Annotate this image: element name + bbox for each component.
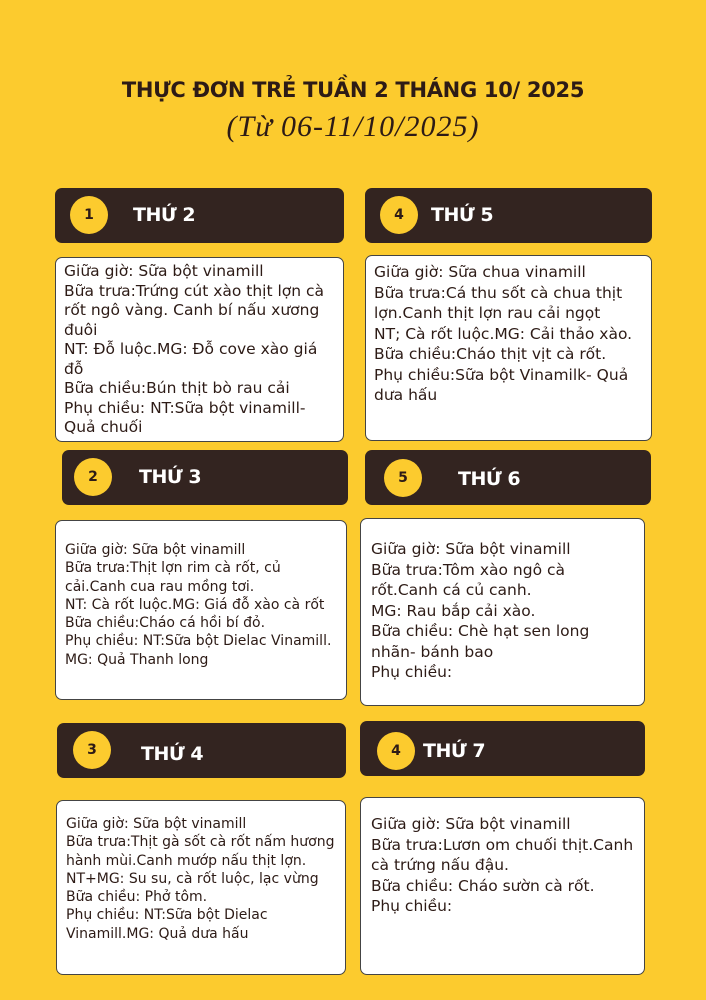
day-header-fri — [365, 450, 651, 505]
menu-line: Bữa chiều:Bún thịt bò rau cải — [64, 379, 290, 397]
menu-line: Bữa chiều: Chè hạt sen long nhãn- bánh bao — [371, 622, 590, 661]
menu-box-sat — [360, 797, 645, 975]
menu-line: Phụ chiều: NT:Sữa bột Dielac Vinamill.MG: Quả dưa hấu — [66, 907, 268, 942]
day-label: THỨ 7 — [423, 740, 486, 762]
day-header-tue — [62, 450, 348, 505]
menu-line: MG: Rau bắp cải xào. — [371, 601, 536, 620]
menu-line: Bữa chiều: Cháo sườn cà rốt. — [371, 876, 595, 895]
menu-line: Bữa chiều:Cháo cá hồi bí đỏ. — [65, 615, 266, 632]
day-number-badge: 1 — [70, 196, 108, 234]
menu-line: Phụ chiều: — [371, 897, 453, 915]
menu-line: Bữa trưa:Cá thu sốt cà chua thịt lợn.Canh thịt lợn rau cải ngọt — [374, 283, 623, 322]
day-header-wed — [57, 723, 346, 778]
page-title: THỰC ĐƠN TRẺ TUẦN 2 THÁNG 10/ 2025 — [121, 78, 585, 102]
menu-line: NT+MG: Su su, cà rốt luộc, lạc vừng — [66, 870, 319, 887]
menu-line: Bữa trưa:Trứng cút xào thịt lợn cà rốt ngô vàng. Canh bí nấu xương đuôi — [64, 281, 325, 339]
day-header-sat — [360, 721, 645, 776]
menu-line: Phụ chiều: NT:Sữa bột Dielac Vinamill. MG: Quả Thanh long — [65, 633, 332, 668]
menu-box-thu — [365, 255, 652, 441]
menu-line: Giữa giờ: Sữa bột vinamill — [371, 815, 571, 833]
day-label: THỨ 3 — [139, 466, 202, 488]
menu-box-fri — [360, 518, 645, 706]
menu-box-wed — [56, 800, 346, 975]
menu-line: Giữa giờ: Sữa bột vinamill — [66, 816, 247, 832]
menu-line: Phụ chiều: NT:Sữa bột vinamill- Quả chuối — [64, 398, 306, 436]
menu-line: NT: Đỗ luộc.MG: Đỗ cove xào giá đỗ — [64, 340, 318, 378]
menu-line: Phụ chiều:Sữa bột Vinamilk- Quả dưa hấu — [374, 365, 629, 404]
page-subtitle: (Từ 06-11/10/2025) — [226, 110, 480, 143]
menu-line: Giữa giờ: Sữa bột vinamill — [64, 262, 264, 280]
menu-line: NT: Cà rốt luộc.MG: Giá đỗ xào cà rốt — [65, 596, 325, 613]
day-header-mon — [55, 188, 344, 243]
day-label: THỨ 4 — [141, 743, 204, 765]
menu-line: Giữa giờ: Sữa chua vinamill — [374, 263, 586, 281]
day-number-badge: 4 — [380, 196, 418, 234]
menu-line: Phụ chiều: — [371, 663, 453, 681]
menu-box-tue — [55, 520, 347, 700]
menu-line: NT; Cà rốt luộc.MG: Cải thảo xào. — [374, 324, 633, 343]
menu-box-mon — [55, 257, 344, 442]
menu-line: Giữa giờ: Sữa bột vinamill — [371, 540, 571, 558]
day-number-badge: 2 — [74, 458, 112, 496]
menu-line: Bữa trưa:Thịt gà sốt cà rốt nấm hương hành mùi.Canh mướp nấu thịt lợn. — [66, 834, 335, 869]
menu-line: Giữa giờ: Sữa bột vinamill — [65, 542, 246, 558]
day-number-badge: 4 — [377, 732, 415, 770]
day-label: THỨ 2 — [133, 204, 196, 226]
menu-line: Bữa chiều: Phở tôm. — [66, 889, 208, 906]
menu-line: Bữa trưa:Tôm xào ngô cà rốt.Canh cá củ canh. — [371, 560, 565, 599]
day-label: THỨ 6 — [458, 468, 521, 490]
day-header-thu — [365, 188, 652, 243]
day-number-badge: 5 — [384, 459, 422, 497]
menu-line: Bữa chiều:Cháo thịt vịt cà rốt. — [374, 345, 607, 363]
menu-line: Bữa trưa:Thịt lợn rim cà rốt, củ cải.Canh cua rau mồng tơi. — [65, 560, 281, 595]
menu-line: Bữa trưa:Lươn om chuối thịt.Canh cà trứng nấu đậu. — [371, 835, 634, 874]
day-label: THỨ 5 — [431, 204, 494, 226]
day-number-badge: 3 — [73, 731, 111, 769]
